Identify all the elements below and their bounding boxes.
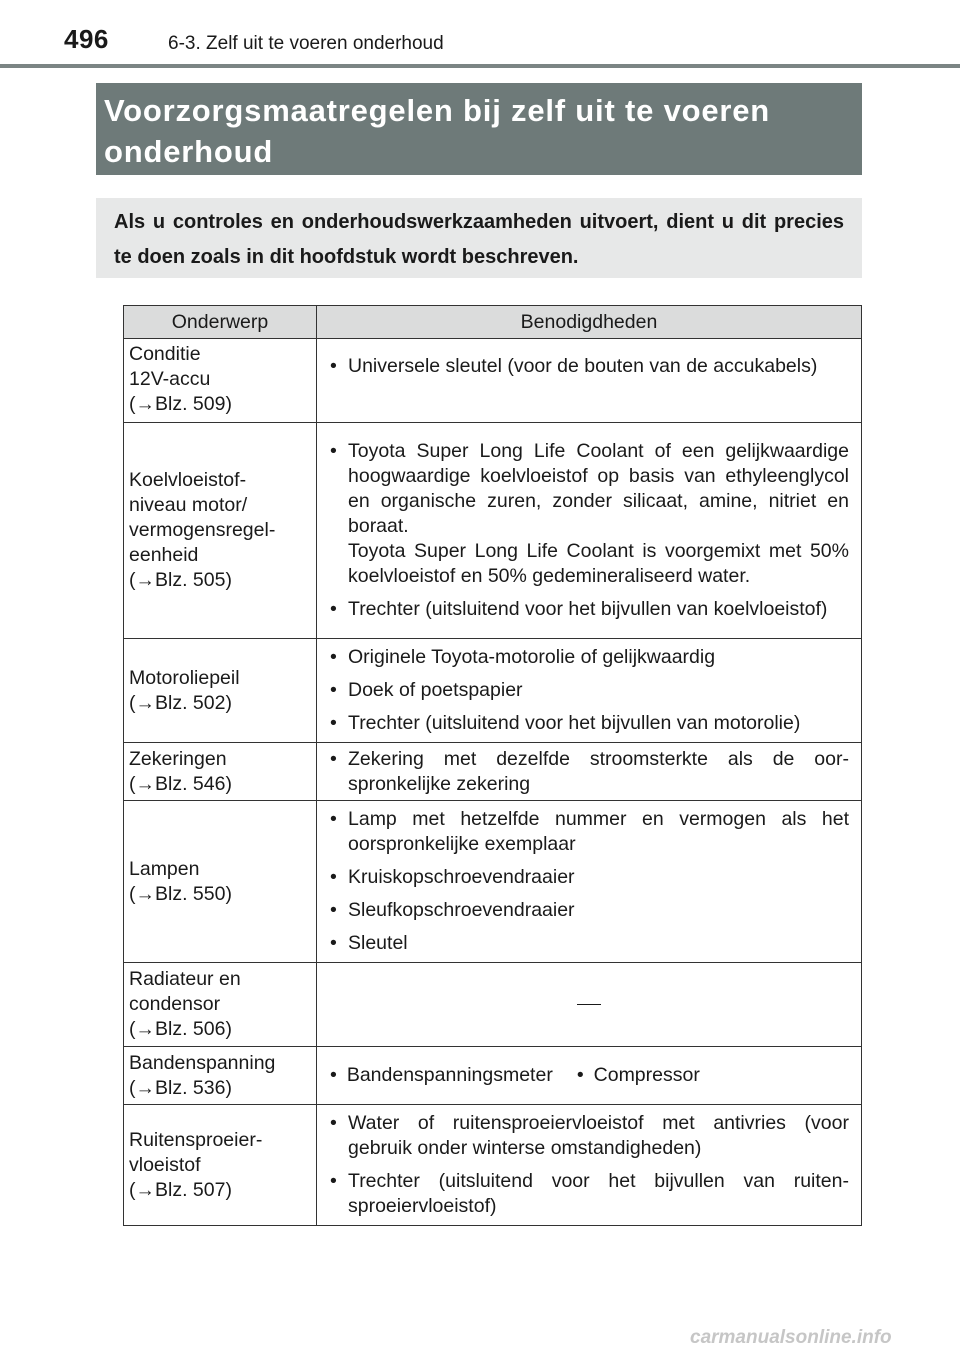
list-item [328,439,849,589]
list-item-note: Toyota Super Long Life Coolant is voorgemixt met 50% koelvloeistof en 50% gedemineraliseerd water. [348,540,849,587]
list-item: • Kruiskopschroevendraaier [328,865,849,890]
subject-line: Radiateur en [129,968,241,990]
header-supplies: Benodigdheden [317,306,862,339]
list-item: • Trechter (uitsluitend voor het bijvullen van ruitensproeiervloeistof) [328,1169,849,1219]
subject-line: (→Blz. 502) [129,691,232,714]
subject-cell [124,1047,317,1105]
subject-line: 12V-accu [129,368,211,390]
subject-line: condensor [129,993,221,1015]
subject-line: (→Blz. 507) [129,1178,232,1201]
table-row [124,1047,862,1105]
page-number: 496 [64,24,109,54]
supplies-table [123,305,862,1226]
title-banner [96,83,862,175]
subject-line: (→Blz. 546) [129,772,232,795]
supplies-table-wrap [123,305,862,1226]
supplies-cell [317,743,862,801]
subject-line: (→Blz. 536) [129,1076,232,1099]
supplies-cell [317,339,862,423]
subject-cell [124,1105,317,1226]
subject-line: Bandenspanning [129,1051,276,1074]
subject-line: vloeistof [129,1153,201,1176]
subject-line: Conditie [129,343,201,365]
supplies-list [328,807,849,956]
supplies-cell [317,1105,862,1226]
subject-line: (→Blz. 506) [129,1018,232,1040]
subject-line: niveau motor/ [129,494,248,516]
supplies-cell-empty [317,963,862,1047]
table-row [124,423,862,639]
title-line-1: Voorzorgsmaatregelen bij zelf uit te voeren [104,93,771,128]
supplies-inline-list [328,1063,849,1088]
subject-cell [124,963,317,1047]
table-row [124,743,862,801]
subject-line: Koelvloeistof- [129,469,247,491]
subject-line: (→Blz. 505) [129,569,232,591]
supplies-list [328,354,849,379]
table-row [124,963,862,1047]
list-item: • Originele Toyota-motorolie of gelijkwaardig [328,645,849,670]
title-line-2: onderhoud [104,134,274,169]
subject-line: Motoroliepeil [129,666,240,689]
list-item: • Doek of poetspapier [328,678,849,703]
list-item: • Water of ruitensproeiervloeistof met antivries (voor gebruik onder winterse omstandigheden) [328,1111,849,1161]
supplies-list [328,439,849,622]
table-row [124,1105,862,1226]
subject-line: Ruitensproeier- [129,1128,263,1151]
list-item: • Zekering met dezelfde stroomsterkte als de oorspronkelijke zekering [328,747,849,797]
subject-line: eenheid [129,544,199,566]
subject-cell [124,339,317,423]
supplies-list [328,645,849,736]
list-item: • Lamp met hetzelfde nummer en vermogen als het oorspronkelijke exemplaar [328,807,849,857]
watermark: carmanualsonline.info [690,1327,892,1348]
supplies-cell [317,639,862,743]
subject-cell [124,423,317,639]
supplies-cell [317,1047,862,1105]
empty-dash [577,1004,601,1005]
supplies-cell [317,423,862,639]
table-row [124,801,862,963]
list-item: • Bandenspanningsmeter [328,1063,553,1088]
table-row [124,639,862,743]
intro-box: Als u controles en onderhoudswerkzaamheden uitvoert, dient u dit precies te doen zoals in dit hoofdstuk wordt beschreven. [96,198,862,278]
subject-cell [124,801,317,963]
subject-line: Zekeringen [129,747,227,770]
list-item: • Compressor [575,1063,700,1088]
subject-cell [124,639,317,743]
subject-line: (→Blz. 509) [129,393,232,415]
list-item: • Trechter (uitsluitend voor het bijvullen van motorolie) [328,711,849,736]
supplies-list [328,1111,849,1219]
header-rule [0,64,960,68]
page-header [0,0,960,70]
list-item-text: Toyota Super Long Life Coolant of een gelijkwaardige hoogwaardige koelvloeistof op basis van ethyleenglycol en organische zuren, zonder silicaat, amine, nitriet en boraat. [348,440,849,537]
list-item: • Universele sleutel (voor de bouten van de accukabels) [328,354,849,379]
list-item: • Sleutel [328,931,849,956]
supplies-cell [317,801,862,963]
table-row [124,339,862,423]
subject-line: vermogensregel- [129,519,276,541]
supplies-list [328,747,849,797]
list-item: • Trechter (uitsluitend voor het bijvullen van koelvloeistof) [328,597,849,622]
header-subject: Onderwerp [124,306,317,339]
subject-line: (→Blz. 550) [129,882,232,905]
subject-line: Lampen [129,857,200,880]
section-title: 6-3. Zelf uit te voeren onderhoud [168,33,444,54]
table-header-row [124,306,862,339]
list-item: • Sleufkopschroevendraaier [328,898,849,923]
subject-cell [124,743,317,801]
